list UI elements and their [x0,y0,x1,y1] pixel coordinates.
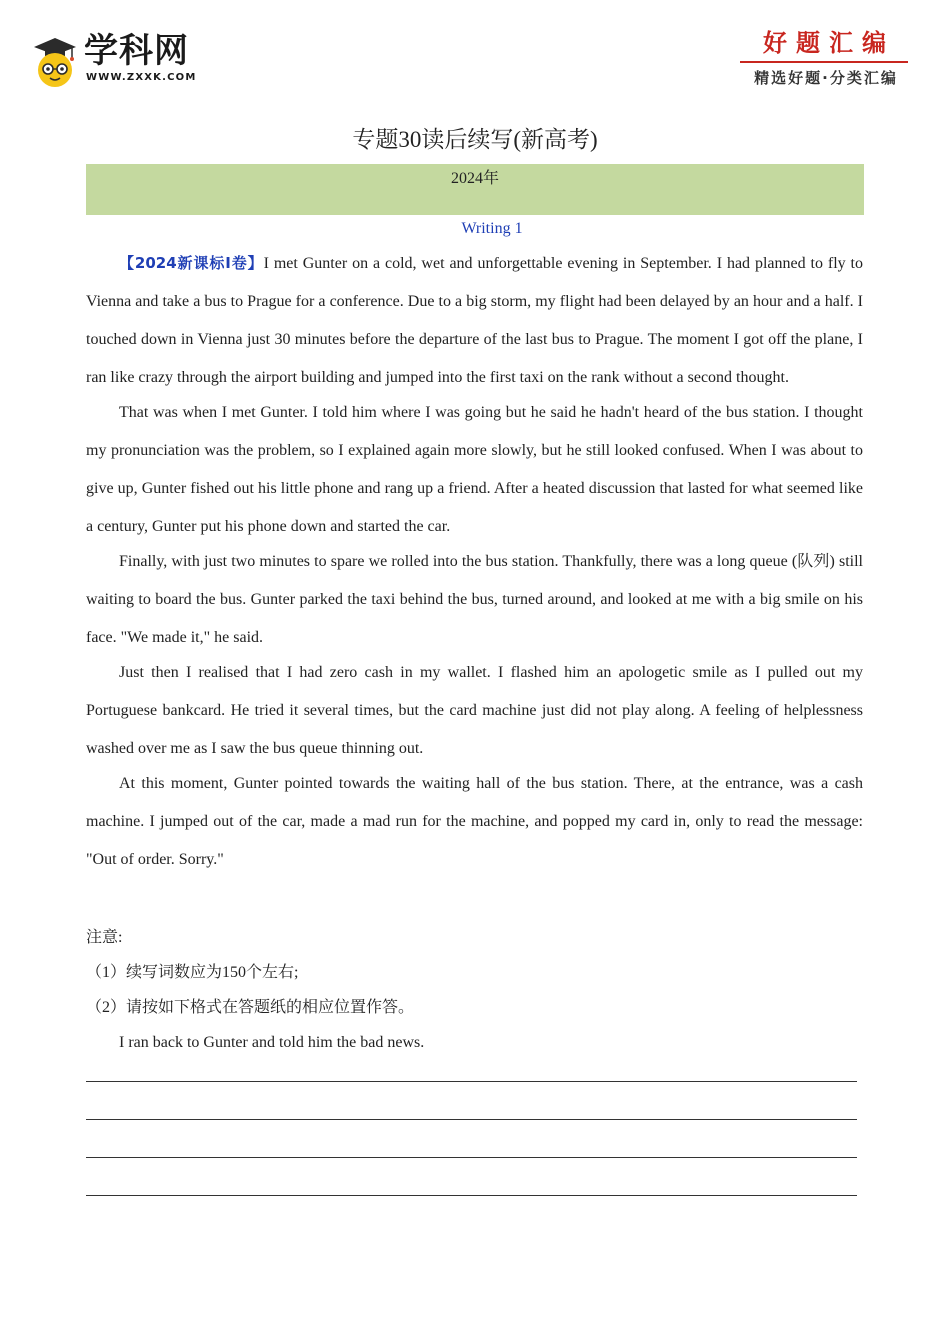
answer-line[interactable] [86,1081,857,1082]
zxxk-logo-name: 学科网 [84,31,189,71]
haoti-huibian-subtitle: 精选好题·分类汇编 [754,69,898,87]
note-item-format: （2）请按如下格式在答题纸的相应位置作答。 [86,999,415,1016]
page-header [0,0,950,112]
section-label: Writing 1 [461,220,523,237]
year-label: 2024年 [450,170,499,187]
paragraph-text: I met Gunter on a cold, wet and unforgettable evening in September. I had planned to fly to Vienna and take a bus to Prague for a conference. Due to a big storm, my flight had been delayed by an hour and a half. I touched down in Vienna just 30 minutes before the departure of the last bus to Prague. The moment I got off the plane, I ran like crazy through the airport building and jumped into the first taxi on the rank without a second thought. [86,255,863,386]
year-band [86,164,864,215]
notes-section [86,920,863,1060]
starter-sentence: I ran back to Gunter and told him the bad news. [119,1034,425,1051]
passage-paragraph: Just then I realised that I had zero cash in my wallet. I flashed him an apologetic smile as I pulled out my Portuguese bankcard. He tried it several times, but the card machine just did not play along. A feeling of helplessness washed over me as I saw the bus queue thinning out. [86,664,863,757]
answer-line[interactable] [86,1119,857,1120]
answer-line[interactable] [86,1157,857,1158]
passage-paragraph [86,244,863,397]
zxxk-logo-url: WWW.ZXXK.COM [86,72,197,83]
answer-area[interactable] [86,1062,857,1233]
source-tag: 【2024新课标Ⅰ卷】 [119,254,264,272]
zxxk-logo[interactable] [30,30,210,90]
note-item-word-count: （1）续写词数应为150个左右; [86,964,299,981]
passage-paragraph: At this moment, Gunter pointed towards the waiting hall of the bus station. There, at the entrance, was a cash machine. I jumped out of the car, made a mad run for the machine, and popped my card in, only to read the message: "Out of order. Sorry." [86,775,863,868]
haoti-huibian-divider [740,61,908,63]
mascot-icon [32,36,78,88]
answer-line[interactable] [86,1195,857,1196]
haoti-huibian-title: 好题汇编 [763,29,895,57]
passage [86,244,863,876]
passage-paragraph: That was when I met Gunter. I told him where I was going but he said he hadn't heard of the bus station. I thought my pronunciation was the problem, so I explained again more slowly, but he still looked confused. When I was about to give up, Gunter fished out his little phone and rang up a friend. After a heated discussion that lasted for what seemed like a century, Gunter put his phone down and started the car. [86,404,863,535]
haoti-huibian-logo [736,28,916,98]
page-title: 专题30读后续写(新高考) [352,127,598,152]
passage-paragraph: Finally, with just two minutes to spare we rolled into the bus station. Thankfully, there was a long queue (队列) still waiting to board the bus. Gunter parked the taxi behind the bus, turned around, and looked at me with a big smile on his face. "We made it," he said. [86,553,863,646]
notes-heading: 注意: [86,929,123,946]
